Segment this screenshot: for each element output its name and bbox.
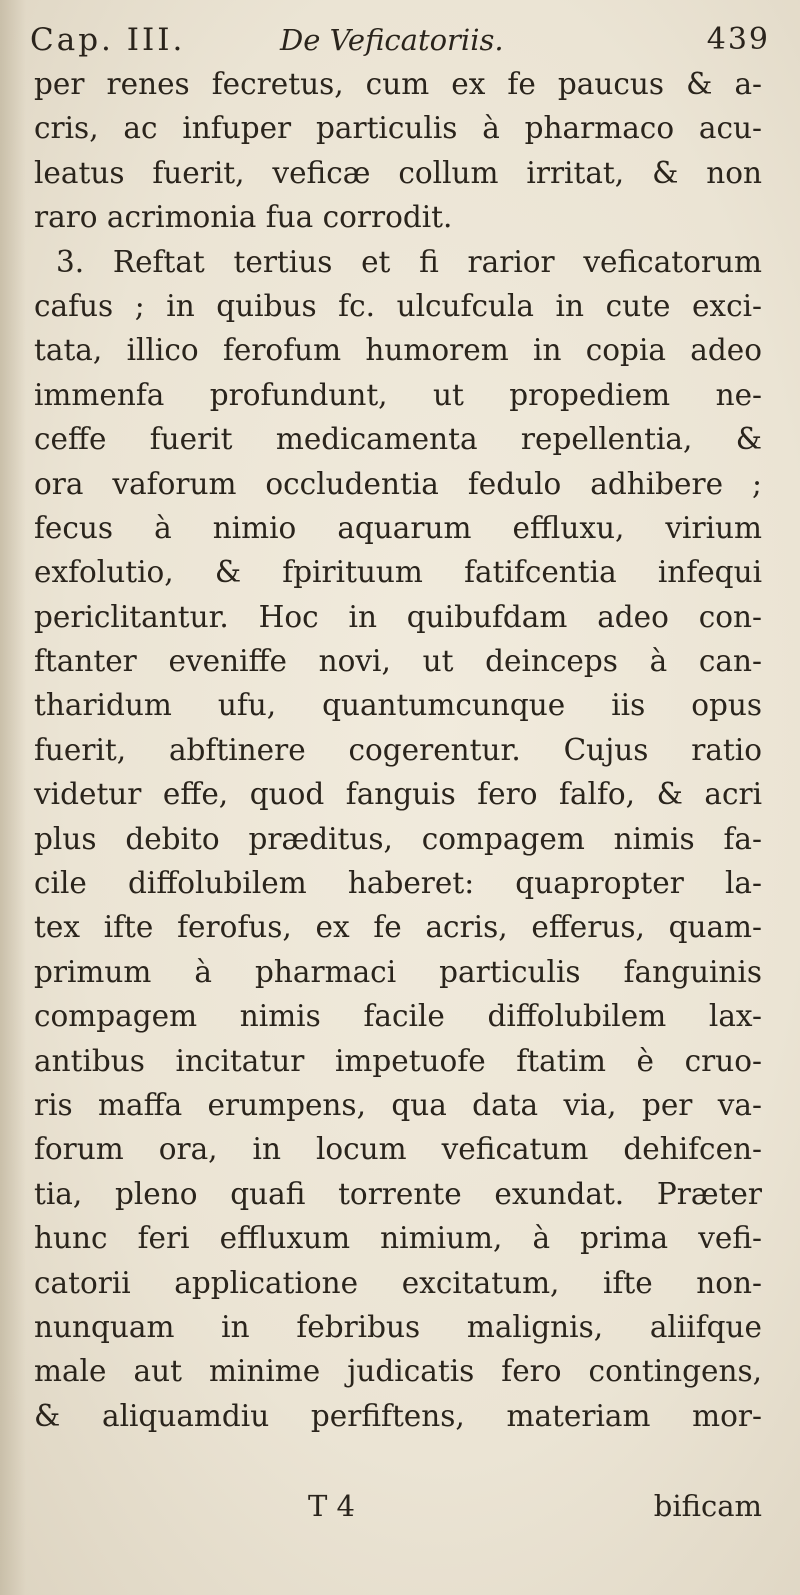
text-line: periclitantur. Hoc in quibufdam adeo con- xyxy=(34,599,762,634)
text-line: ora vaforum occludentia fedulo adhibere ; xyxy=(34,466,762,501)
text-line: videtur effe, quod fanguis fero falfo, & acri xyxy=(34,777,762,812)
text-line: primum à pharmaci particulis fanguinis xyxy=(34,954,762,989)
text-line: male aut minime judicatis fero contingens, xyxy=(34,1354,762,1389)
text-line: tharidum ufu, quantumcunque iis opus xyxy=(34,688,762,723)
text-line: compagem nimis facile diffolubilem lax- xyxy=(34,999,762,1034)
running-header xyxy=(30,16,770,64)
gutter-shadow xyxy=(0,0,26,1595)
text-line: hunc feri effluxum nimium, à prima vefi- xyxy=(34,1221,762,1256)
body-text xyxy=(34,62,762,1438)
text-line: per renes fecretus, cum ex fe paucus & a- xyxy=(34,67,762,101)
running-title: De Veficatoriis. xyxy=(280,23,504,57)
page-number: 439 xyxy=(706,22,770,57)
text-line: plus debito præditus, compagem nimis fa- xyxy=(34,821,762,856)
text-line: cile diffolubilem haberet: quapropter la- xyxy=(34,866,762,901)
signature-mark: T 4 xyxy=(308,1489,356,1523)
text-line: exfolutio, & fpirituum fatifcentia infequi xyxy=(34,555,762,590)
text-line: & aliquamdiu perfiftens, materiam mor- xyxy=(34,1398,762,1433)
text-line: fecus à nimio aquarum effluxu, virium xyxy=(34,510,762,545)
text-line: cafus ; in quibus fc. ulcufcula in cute exci- xyxy=(34,288,762,323)
text-line: nunquam in febribus malignis, aliifque xyxy=(34,1309,762,1344)
text-line: 3. Reftat tertius et fi rarior veficatorum xyxy=(56,244,762,279)
text-line: tata, illico ferofum humorem in copia adeo xyxy=(34,333,762,368)
text-line: forum ora, in locum veficatum dehifcen- xyxy=(34,1132,762,1167)
text-line: leatus fuerit, veficæ collum irritat, & non xyxy=(34,155,762,190)
catchword: bificam xyxy=(653,1489,762,1523)
text-line: raro acrimonia fua corrodit. xyxy=(34,200,453,235)
text-line: cris, ac infuper particulis à pharmaco acu- xyxy=(34,111,762,146)
text-line: tia, pleno quafi torrente exundat. Præter xyxy=(34,1176,762,1211)
text-line: catorii applicatione excitatum, ifte non- xyxy=(34,1265,762,1300)
text-line: immenfa profundunt, ut propediem ne- xyxy=(34,377,762,412)
page-footer xyxy=(34,1484,762,1528)
text-line: ceffe fuerit medicamenta repellentia, & xyxy=(34,422,762,457)
text-line: antibus incitatur impetuofe ftatim è cruo- xyxy=(34,1043,762,1078)
text-line: tex ifte ferofus, ex fe acris, efferus, quam- xyxy=(34,910,762,945)
text-line: fuerit, abftinere cogerentur. Cujus ratio xyxy=(34,732,762,767)
chapter-heading: Cap. III. xyxy=(30,22,186,58)
text-line: ris maffa erumpens, qua data via, per va- xyxy=(34,1087,762,1122)
text-line: ftanter eveniffe novi, ut deinceps à can- xyxy=(34,644,762,679)
